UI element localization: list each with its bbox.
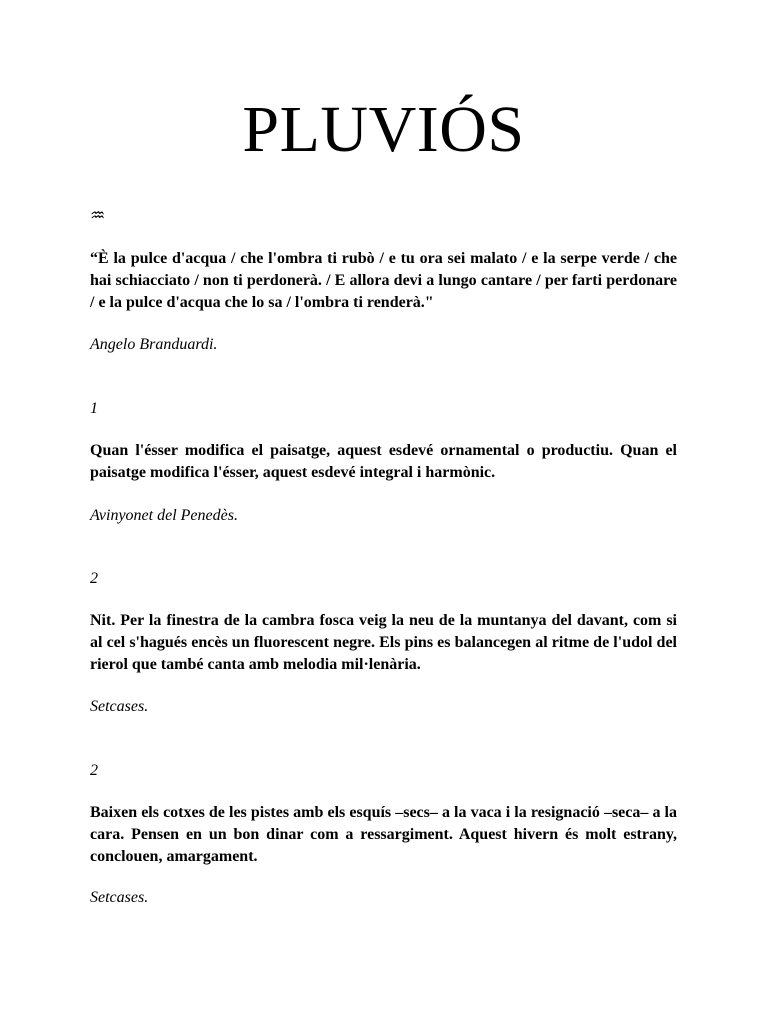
epigraph-author: Angelo Branduardi. — [90, 336, 218, 353]
document-page — [90, 0, 677, 1024]
aquarius-icon: ♒ — [90, 206, 106, 226]
section-number: 2 — [90, 570, 98, 587]
section-place: Setcases. — [90, 698, 149, 715]
section-text: Baixen els cotxes de les pistes amb els esquís –secs– a la vaca i la resignació –seca– a la cara. Pensen en un bon dinar com a ressargiment. Aquest hivern és molt estrany, conclouen, amargament. — [90, 804, 677, 865]
epigraph-quote: “È la pulce d'acqua / che l'ombra ti rubò / e tu ora sei malato / e la serpe verde / che hai schiacciato / non ti perdonerà. / E allora devi a lungo cantare / per farti perdonare / e la pulce d'acqua che lo sa / l'ombra ti renderà." — [90, 250, 677, 311]
document-title: PLUVIÓS — [242, 93, 525, 166]
section-text: Nit. Per la finestra de la cambra fosca veig la neu de la muntanya del davant, com si al cel s'hagués encès un fluorescent negre. Els pins es balancegen al ritme de l'udol del rierol que també canta amb melodia mil·lenària. — [90, 612, 677, 673]
section-number: 2 — [90, 762, 98, 779]
section-number: 1 — [90, 400, 98, 417]
section-place: Setcases. — [90, 889, 149, 906]
section-text: Quan l'ésser modifica el paisatge, aquest esdevé ornamental o productiu. Quan el paisatge modifica l'ésser, aquest esdevé integral i harmònic. — [90, 442, 677, 481]
section-place: Avinyonet del Penedès. — [90, 507, 238, 524]
